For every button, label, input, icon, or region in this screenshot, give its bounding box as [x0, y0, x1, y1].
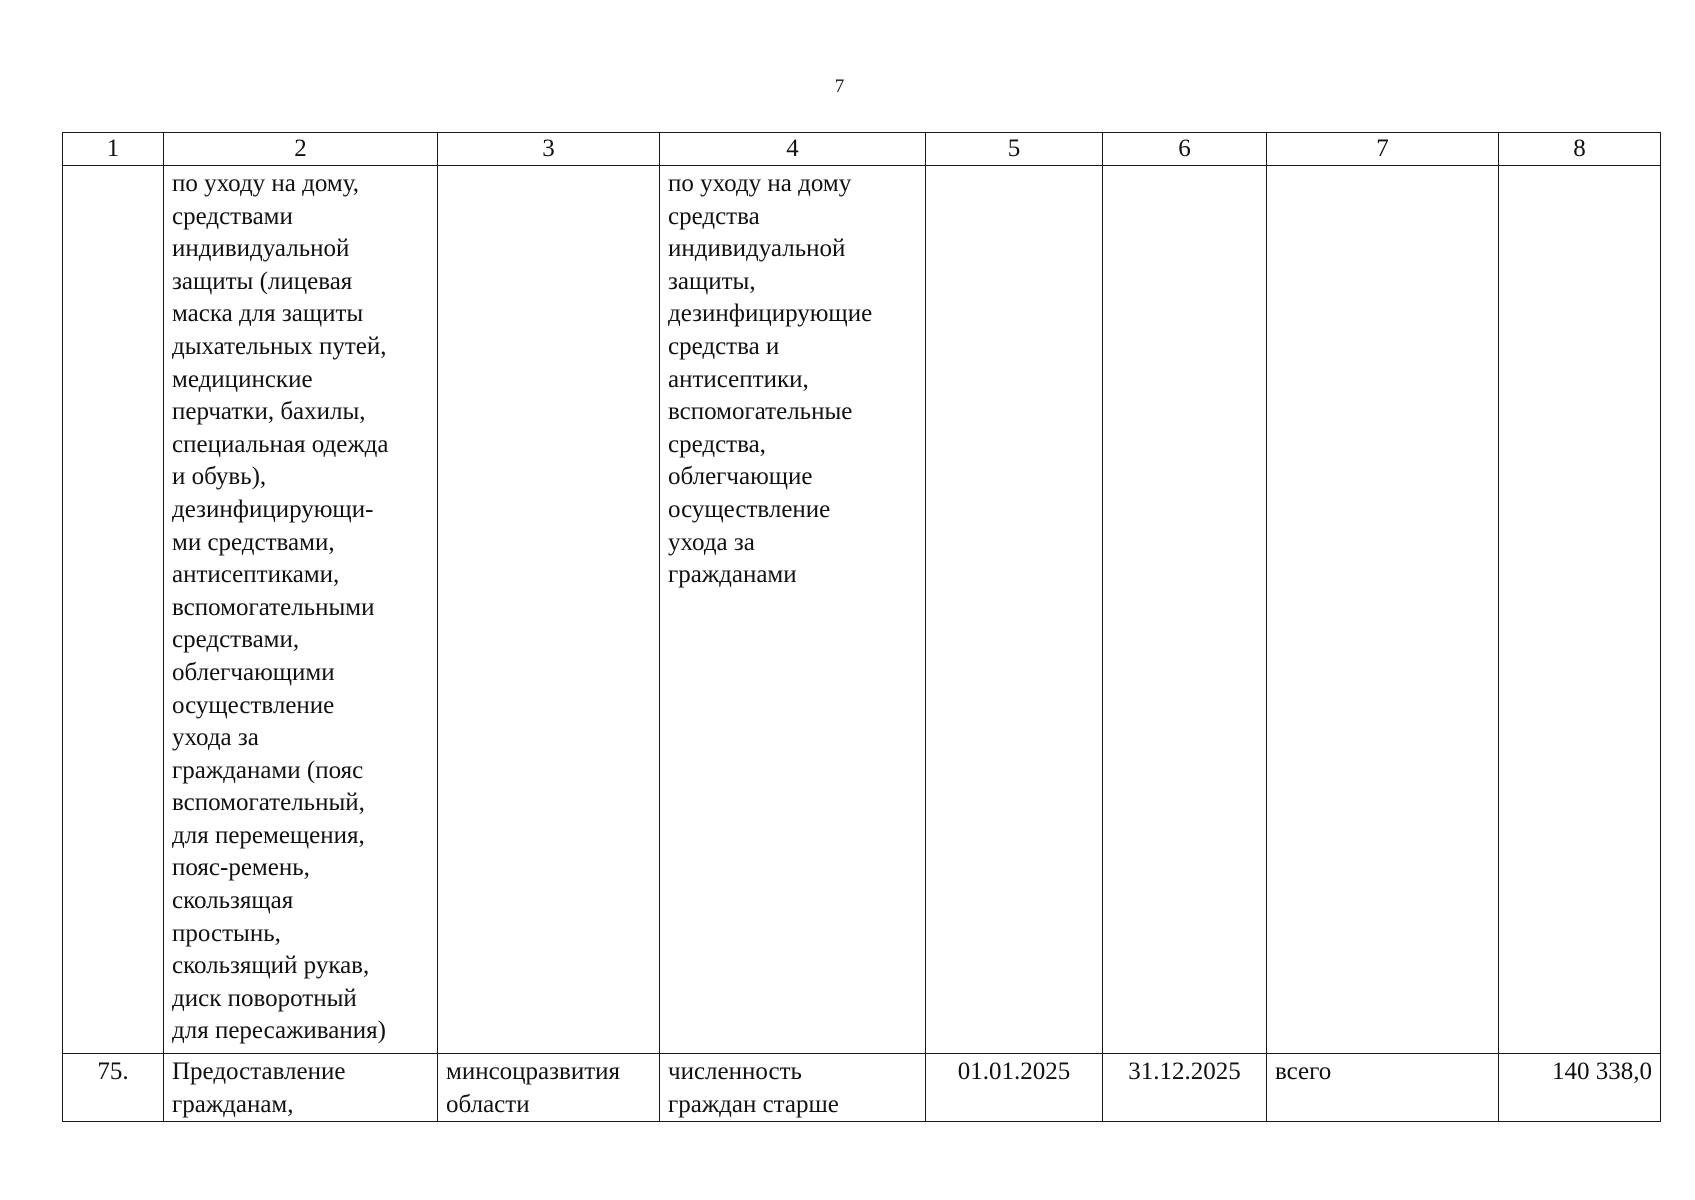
cell-start-date: 01.01.2025	[926, 1054, 1103, 1122]
cell-number: 75.	[63, 1054, 164, 1122]
cell-funding-source	[1267, 166, 1499, 1054]
column-header-5: 5	[926, 133, 1103, 166]
cell-number	[63, 166, 164, 1054]
column-header-7: 7	[1267, 133, 1499, 166]
column-header-2: 2	[164, 133, 438, 166]
cell-amount	[1499, 166, 1661, 1054]
column-header-6: 6	[1103, 133, 1267, 166]
column-header-1: 1	[63, 133, 164, 166]
cell-start-date	[926, 166, 1103, 1054]
cell-event-name: по уходу на дому, средствами индивидуальной защиты (лицевая маска для защиты дыхательных путей, медицинские перчатки, бахилы, специальная одежда и обувь), дезинфицирующи- ми средствами, антисептиками, вспомогательными средствами, облегчающими осуществление ухода за гражданами (пояс вспомогательный, для перемещения, пояс-ремень, скользящая простынь, скользящий рукав, диск поворотный для пересаживания)	[164, 166, 438, 1054]
column-header-4: 4	[660, 133, 926, 166]
cell-responsible: минсоцразвития области	[438, 1054, 660, 1122]
page-number: 7	[834, 76, 845, 97]
cell-event-name: Предоставление гражданам,	[164, 1054, 438, 1122]
cell-indicator: численность граждан старше	[660, 1054, 926, 1122]
column-header-3: 3	[438, 133, 660, 166]
table-row-continuation	[63, 166, 1661, 1054]
table-row-75	[63, 1054, 1661, 1122]
cell-responsible	[438, 166, 660, 1054]
cell-indicator: по уходу на дому средства индивидуальной защиты, дезинфицирующие средства и антисептики, вспомогательные средства, облегчающие осуществление ухода за гражданами	[660, 166, 926, 1054]
header-row	[63, 133, 1661, 166]
program-table	[62, 132, 1661, 1122]
cell-amount: 140 338,0	[1499, 1054, 1661, 1122]
column-header-8: 8	[1499, 133, 1661, 166]
cell-end-date: 31.12.2025	[1103, 1054, 1267, 1122]
cell-funding-source: всего	[1267, 1054, 1499, 1122]
cell-end-date	[1103, 166, 1267, 1054]
